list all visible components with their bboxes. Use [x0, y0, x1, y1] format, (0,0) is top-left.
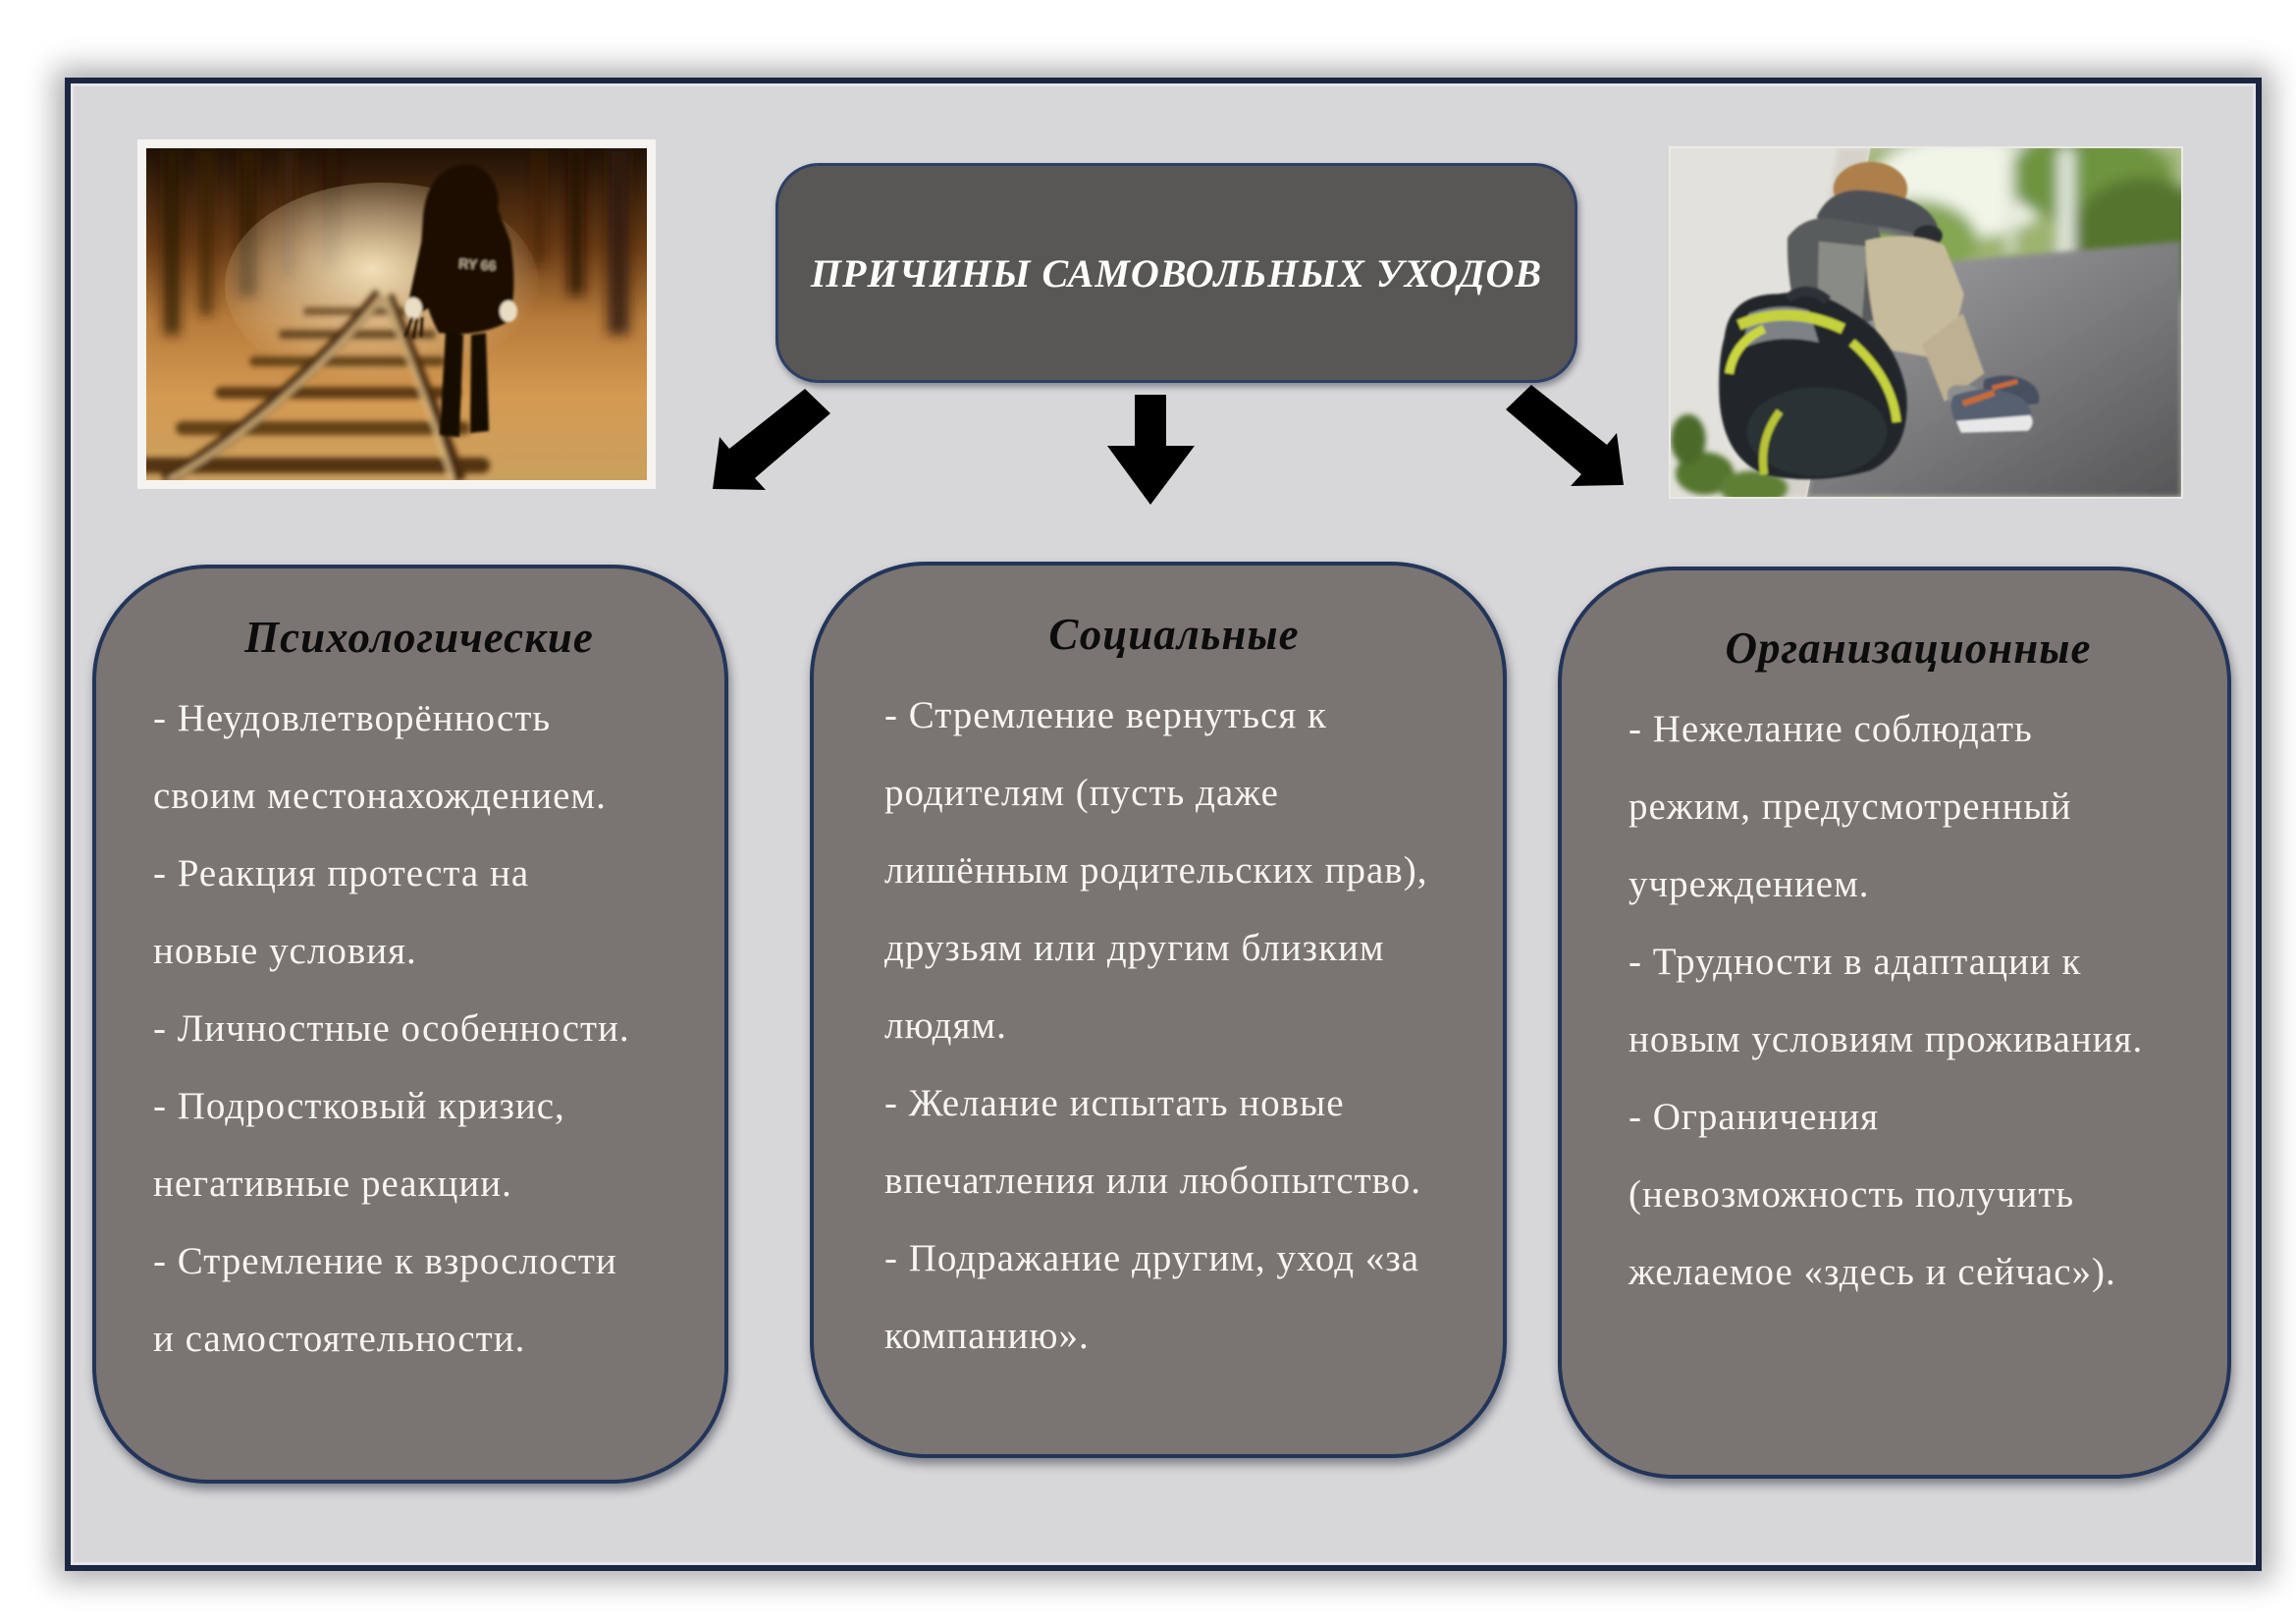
column-body [153, 679, 685, 1378]
bullet-line: и самостоятельности. [153, 1318, 526, 1360]
arrow-down-icon [1105, 395, 1200, 506]
jacket-text: RY 66 [457, 255, 497, 274]
bullet-line: режим, предусмотренный [1629, 785, 2072, 828]
column-title: Социальные [1048, 610, 1300, 659]
photo-railroad-child [137, 139, 656, 489]
bullet-line: - Неудовлетворённость [153, 697, 552, 739]
category-box-organizational [1558, 567, 2231, 1479]
bullet-line: своим местонахождением. [153, 775, 607, 817]
bullet-line: - Реакция протеста на [153, 852, 530, 894]
category-box-psychological [92, 565, 728, 1484]
bullet-line: впечатления или любопытство. [884, 1160, 1422, 1202]
bullet-line: - Подростковый кризис, [153, 1085, 565, 1127]
bullet-line: (невозможность получить [1629, 1173, 2075, 1216]
bullet-line: лишённым родительских прав), [884, 849, 1428, 892]
column-title: Психологические [244, 613, 594, 662]
column-title: Организационные [1725, 623, 2092, 673]
bullet-line: - Стремление вернуться к [884, 694, 1327, 736]
bullet-line: - Желание испытать новые [884, 1082, 1345, 1124]
column-body [884, 677, 1464, 1375]
arrow-down-right-icon [1504, 385, 1631, 495]
bullet-line: новые условия. [153, 930, 417, 972]
bullet-line: - Личностные особенности. [153, 1007, 630, 1050]
bullet-line: - Ограничения [1629, 1096, 1880, 1138]
main-title-box [775, 163, 1577, 383]
bullet-line: - Нежелание соблюдать [1629, 708, 2033, 750]
railroad-illustration [146, 148, 647, 480]
bullet-line: - Подражание другим, уход «за [884, 1237, 1420, 1279]
photo-sitting-boy [1669, 146, 2183, 499]
category-box-social [810, 562, 1507, 1458]
bullet-line: друзьям или другим близким [884, 927, 1385, 969]
bullet-line: родителям (пусть даже [884, 772, 1279, 814]
bullet-line: компанию». [884, 1315, 1090, 1357]
bullet-line: негативные реакции. [153, 1163, 512, 1205]
bullet-line: - Стремление к взрослости [153, 1240, 617, 1282]
bullet-line: желаемое «здесь и сейчас»). [1629, 1251, 2116, 1293]
sitting-boy-illustration [1671, 148, 2181, 497]
bullet-line: людям. [884, 1004, 1007, 1047]
bullet-line: учреждением. [1629, 863, 1870, 905]
column-body [1629, 690, 2188, 1311]
arrow-down-left-icon [705, 389, 832, 499]
bullet-line: - Трудности в адаптации к [1629, 941, 2082, 983]
bullet-line: новым условиям проживания. [1629, 1018, 2144, 1060]
main-title: ПРИЧИНЫ САМОВОЛЬНЫХ УХОДОВ [810, 250, 1543, 296]
